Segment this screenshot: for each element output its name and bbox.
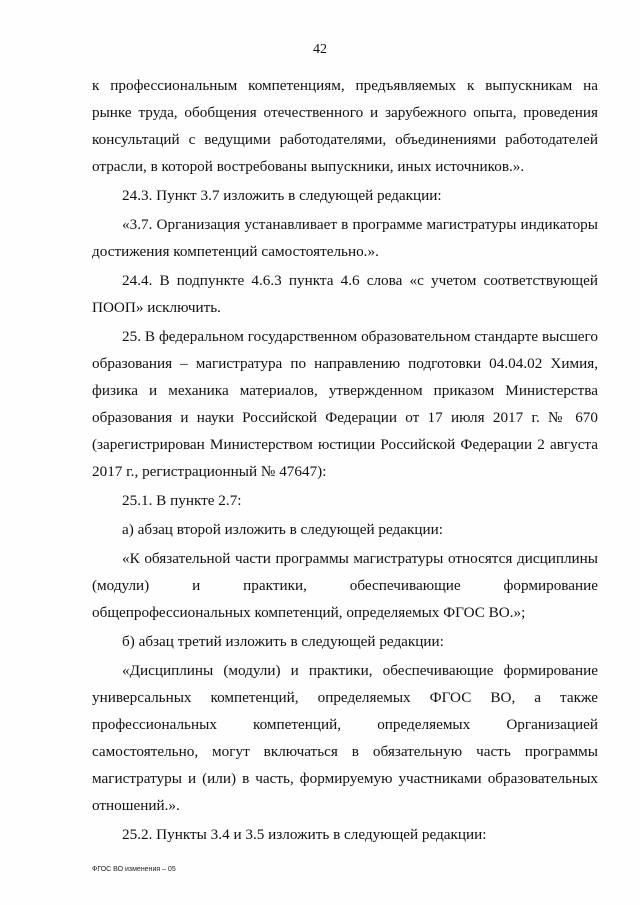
document-body bbox=[92, 72, 598, 848]
paragraph: 24.3. Пункт 3.7 изложить в следующей редакции: bbox=[122, 187, 442, 204]
page-number: 42 bbox=[313, 42, 327, 57]
paragraph: 25. В федеральном государственном образовательном стандарте высшего образования – магистратура по направлению подготовки 04.04.02 Химия, физика и механика материалов, утвержденном приказом Министерства образования и науки Российской Федерации от 17 июля 2017 г. № 670 (зарегистрирован Министерством юстиции Российской Федерации 2 августа 2017 г., регистрационный № 47647): bbox=[92, 328, 598, 480]
paragraph: к профессиональным компетенциям, предъявляемых к выпускникам на рынке труда, обобщения отечественного и зарубежного опыта, проведения консультаций с ведущими работодателями, объединениями работодателей отрасли, в которой востребованы выпускники, иных источников.». bbox=[92, 77, 598, 175]
paragraph: 25.2. Пункты 3.4 и 3.5 изложить в следующей редакции: bbox=[122, 826, 487, 843]
paragraph: «Дисциплины (модули) и практики, обеспечивающие формирование универсальных компетенций, определяемых ФГОС ВО, а также профессиональных компетенций, определяемых Организацией самостоятельно, могут включаться в обязательную часть программы магистратуры и (или) в часть, формируемую участниками образовательных отношений.». bbox=[92, 662, 598, 814]
paragraph: 24.4. В подпункте 4.6.3 пункта 4.6 слова «с учетом соответствующей ПООП» исключить. bbox=[92, 272, 598, 316]
paragraph: «3.7. Организация устанавливает в программе магистратуры индикаторы достижения компетенций самостоятельно.». bbox=[92, 216, 598, 260]
paragraph: «К обязательной части программы магистратуры относятся дисциплины (модули) и практики, обеспечивающие формирование общепрофессиональных компетенций, определяемых ФГОС ВО.»; bbox=[92, 550, 598, 621]
paragraph: б) абзац третий изложить в следующей редакции: bbox=[122, 633, 444, 650]
page-footer: ФГОС ВО изменения – 05 bbox=[92, 866, 176, 873]
paragraph: 25.1. В пункте 2.7: bbox=[122, 492, 242, 509]
paragraph: а) абзац второй изложить в следующей редакции: bbox=[122, 521, 444, 538]
